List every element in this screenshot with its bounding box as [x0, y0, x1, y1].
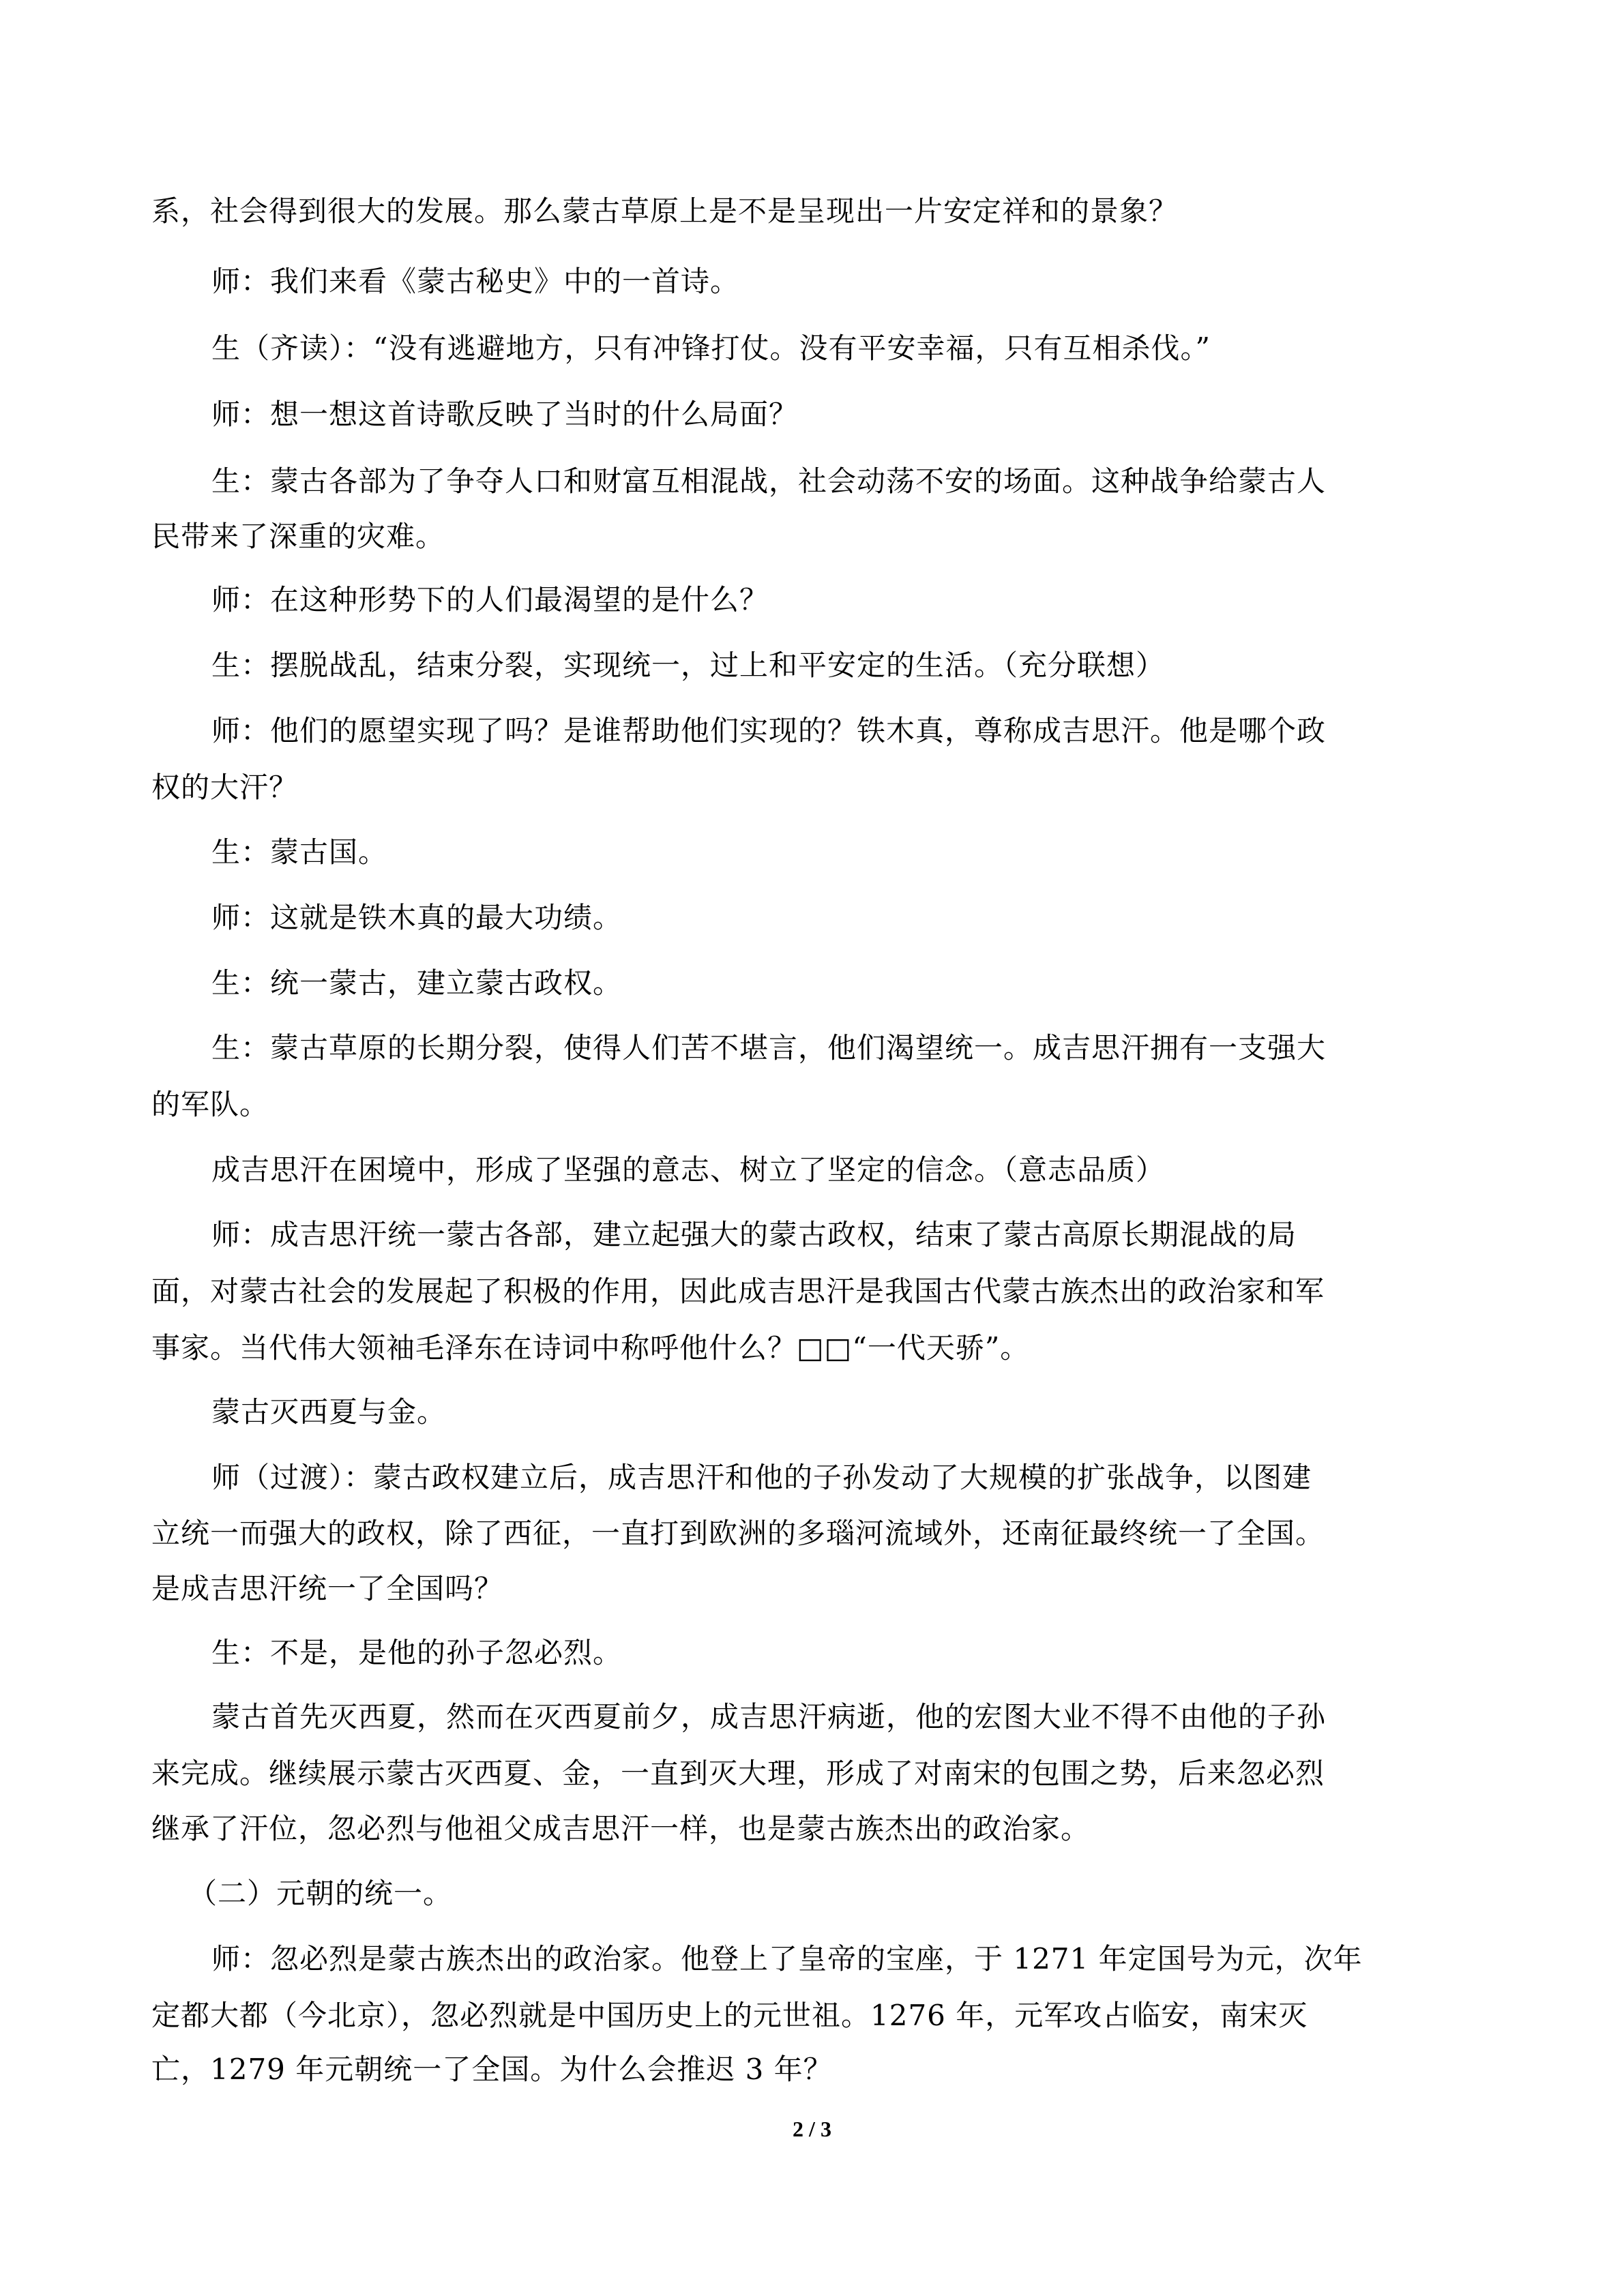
- text-line: 师：这就是铁木真的最大功绩。: [211, 901, 623, 934]
- text-line: 立统一而强大的政权，除了西征，一直打到欧洲的多瑙河流域外，还南征最终统一了全国。: [151, 1517, 1325, 1550]
- text-line: 师：忽必烈是蒙古族杰出的政治家。他登上了皇帝的宝座，于 1271 年定国号为元，次年: [211, 1942, 1363, 1976]
- text-line: 定都大都（今北京），忽必烈就是中国历史上的元世祖。1276 年，元军攻占临安，南宋灭: [151, 1999, 1308, 2032]
- text-line: 生：统一蒙古，建立蒙古政权。: [211, 966, 623, 1000]
- text-line: 是成吉思汗统一了全国吗？: [151, 1572, 504, 1605]
- text-line: 来完成。继续展示蒙古灭西夏、金，一直到灭大理，形成了对南宋的包围之势，后来忽必烈: [151, 1757, 1325, 1790]
- text-line: 蒙古灭西夏与金。: [211, 1395, 447, 1429]
- text-line: 继承了汗位，忽必烈与他祖父成吉思汗一样，也是蒙古族杰出的政治家。: [151, 1812, 1091, 1845]
- text-line: 师：成吉思汗统一蒙古各部，建立起强大的蒙古政权，结束了蒙古高原长期混战的局: [211, 1218, 1297, 1251]
- text-line: 生：不是，是他的孙子忽必烈。: [211, 1636, 623, 1669]
- text-line: 面，对蒙古社会的发展起了积极的作用，因此成吉思汗是我国古代蒙古族杰出的政治家和军: [151, 1274, 1325, 1308]
- text-line: 生（齐读）：“没有逃避地方，只有冲锋打仗。没有平安幸福，只有互相杀伐。”: [211, 331, 1211, 365]
- page-number: 2 / 3: [793, 2117, 831, 2141]
- text-line: 事家。当代伟大领袖毛泽东在诗词中称呼他什么？□□“一代天骄”。: [151, 1331, 1030, 1365]
- text-line: 生：蒙古草原的长期分裂，使得人们苦不堪言，他们渴望统一。成吉思汗拥有一支强大: [211, 1031, 1327, 1064]
- text-line: 师：我们来看《蒙古秘史》中的一首诗。: [211, 265, 740, 298]
- text-line: 系，社会得到很大的发展。那么蒙古草原上是不是呈现出一片安定祥和的景象？: [151, 194, 1179, 228]
- text-line: 民带来了深重的灾难。: [151, 520, 445, 553]
- section-heading: （二）元朝的统一。: [188, 1877, 453, 1910]
- text-line: 成吉思汗在困境中，形成了坚强的意志、树立了坚定的信念。（意志品质）: [211, 1153, 1166, 1187]
- text-line: 蒙古首先灭西夏，然而在灭西夏前夕，成吉思汗病逝，他的宏图大业不得不由他的子孙: [211, 1700, 1327, 1733]
- text-line: 生：蒙古各部为了争夺人口和财富互相混战，社会动荡不安的场面。这种战争给蒙古人: [211, 464, 1327, 498]
- text-line: 生：摆脱战乱，结束分裂，实现统一，过上和平安定的生活。（充分联想）: [211, 648, 1166, 682]
- text-line: 生：蒙古国。: [211, 835, 388, 869]
- text-line: 师：在这种形势下的人们最渴望的是什么？: [211, 583, 769, 616]
- text-line: 的军队。: [151, 1088, 269, 1121]
- text-line: 亡，1279 年元朝统一了全国。为什么会推迟 3 年？: [151, 2053, 833, 2086]
- text-line: 权的大汗？: [151, 771, 299, 804]
- text-line: 师：想一想这首诗歌反映了当时的什么局面？: [211, 398, 799, 431]
- text-line: 师（过渡）：蒙古政权建立后，成吉思汗和他的子孙发动了大规模的扩张战争，以图建: [211, 1461, 1312, 1494]
- text-line: 师：他们的愿望实现了吗？是谁帮助他们实现的？铁木真，尊称成吉思汗。他是哪个政: [211, 714, 1327, 747]
